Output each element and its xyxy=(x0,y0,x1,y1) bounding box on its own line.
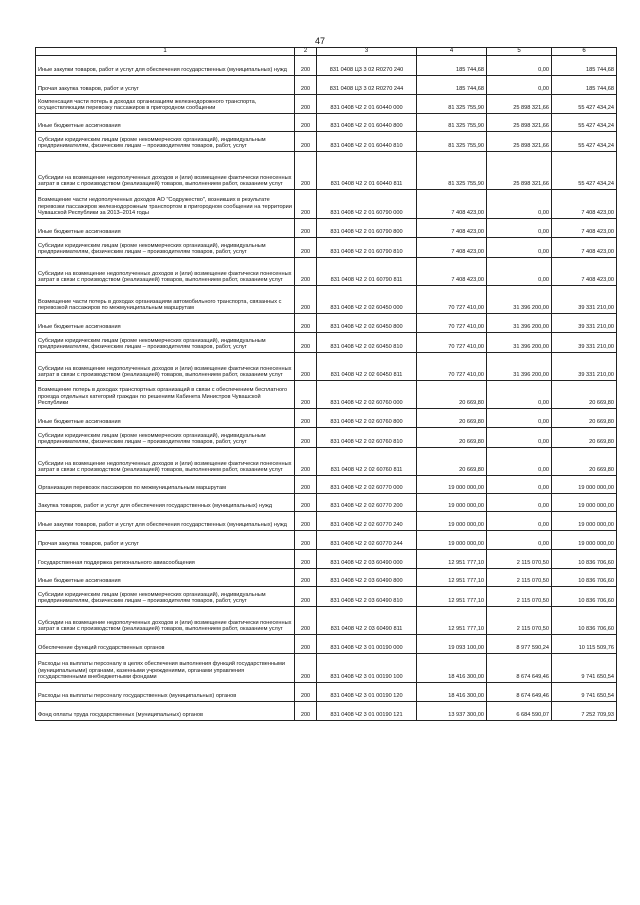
cell-class: 831 0408 Ч2 2 01 60440 000 xyxy=(317,95,417,114)
cell-name: Компенсация части потерь в доходах организациям железнодорожного транспорта, осуществляющим перевозку пассажиров в пригородном сообщении xyxy=(36,95,295,114)
cell-code: 200 xyxy=(295,219,317,238)
cell-approved: 7 408 423,00 xyxy=(417,238,487,258)
cell-remaining: 7 408 423,00 xyxy=(552,238,617,258)
cell-remaining: 20 669,80 xyxy=(552,409,617,428)
cell-approved: 20 669,80 xyxy=(417,428,487,448)
cell-class: 831 0408 Ч2 2 03 60490 000 xyxy=(317,550,417,569)
cell-approved: 7 408 423,00 xyxy=(417,258,487,286)
cell-remaining: 20 669,80 xyxy=(552,428,617,448)
cell-remaining: 20 669,80 xyxy=(552,381,617,409)
cell-code: 200 xyxy=(295,132,317,152)
cell-code: 200 xyxy=(295,314,317,333)
cell-class: 831 0408 Ч2 2 03 60490 810 xyxy=(317,587,417,607)
cell-approved: 19 000 000,00 xyxy=(417,531,487,550)
cell-executed: 0,00 xyxy=(487,476,552,494)
cell-executed: 31 396 200,00 xyxy=(487,353,552,381)
cell-class: 831 0408 Ч2 3 01 00190 100 xyxy=(317,654,417,683)
table-row xyxy=(36,190,617,219)
cell-approved: 19 093 100,00 xyxy=(417,635,487,654)
cell-approved: 12 951 777,10 xyxy=(417,550,487,569)
cell-approved: 70 727 410,00 xyxy=(417,314,487,333)
table-row xyxy=(36,683,617,702)
cell-executed: 0,00 xyxy=(487,448,552,476)
table-row xyxy=(36,654,617,683)
cell-code: 200 xyxy=(295,95,317,114)
cell-remaining: 19 000 000,00 xyxy=(552,476,617,494)
header-cell-executed: 5 xyxy=(487,48,552,56)
cell-executed: 2 115 070,50 xyxy=(487,550,552,569)
cell-name: Субсидии юридическим лицам (кроме некоммерческих организаций), индивидуальным предпринимателям, физическим лицам – производителям товаров, работ, услуг xyxy=(36,132,295,152)
page-number: 47 xyxy=(314,36,325,46)
header-cell-remaining: 6 xyxy=(552,48,617,56)
cell-code: 200 xyxy=(295,428,317,448)
cell-class: 831 0408 Ч2 2 02 60770 200 xyxy=(317,494,417,512)
table-row xyxy=(36,587,617,607)
cell-executed: 25 898 321,66 xyxy=(487,95,552,114)
table-row xyxy=(36,219,617,238)
cell-remaining: 19 000 000,00 xyxy=(552,494,617,512)
cell-name: Субсидии на возмещение недополученных доходов и (или) возмещение фактически понесенных затрат в связи с производством (реализацией) товаров, выполнением работ, оказанием услуг xyxy=(36,353,295,381)
cell-name: Субсидии юридическим лицам (кроме некоммерческих организаций), индивидуальным предпринимателям, физическим лицам – производителям товаров, работ, услуг xyxy=(36,428,295,448)
cell-code: 200 xyxy=(295,531,317,550)
cell-code: 200 xyxy=(295,333,317,353)
cell-executed: 8 977 590,24 xyxy=(487,635,552,654)
table-row xyxy=(36,607,617,635)
table-row xyxy=(36,238,617,258)
cell-class: 831 0408 Ц3 3 02 R0270 244 xyxy=(317,76,417,95)
cell-executed: 0,00 xyxy=(487,190,552,219)
cell-remaining: 39 331 210,00 xyxy=(552,314,617,333)
table-body xyxy=(36,56,617,721)
cell-remaining: 55 427 434,24 xyxy=(552,152,617,190)
header-cell-class: 3 xyxy=(317,48,417,56)
header-cell-name: 1 xyxy=(36,48,295,56)
cell-remaining: 19 000 000,00 xyxy=(552,512,617,531)
cell-executed: 25 898 321,66 xyxy=(487,152,552,190)
cell-executed: 2 115 070,50 xyxy=(487,607,552,635)
header-cell-code: 2 xyxy=(295,48,317,56)
cell-approved: 7 408 423,00 xyxy=(417,219,487,238)
table-row xyxy=(36,448,617,476)
cell-code: 200 xyxy=(295,152,317,190)
cell-approved: 70 727 410,00 xyxy=(417,353,487,381)
cell-executed: 0,00 xyxy=(487,531,552,550)
cell-executed: 0,00 xyxy=(487,219,552,238)
table-row xyxy=(36,428,617,448)
table-row xyxy=(36,494,617,512)
table-row xyxy=(36,56,617,76)
cell-code: 200 xyxy=(295,114,317,132)
cell-code: 200 xyxy=(295,607,317,635)
cell-class: 831 0408 Ч2 2 02 60450 800 xyxy=(317,314,417,333)
cell-executed: 31 396 200,00 xyxy=(487,286,552,314)
cell-name: Расходы на выплаты персоналу государственных (муниципальных) органов xyxy=(36,683,295,702)
cell-executed: 0,00 xyxy=(487,428,552,448)
header-row xyxy=(36,48,617,56)
cell-class: 831 0408 Ч2 3 01 00190 121 xyxy=(317,702,417,721)
cell-code: 200 xyxy=(295,190,317,219)
cell-class: 831 0408 Ч2 2 01 60440 800 xyxy=(317,114,417,132)
cell-name: Иные закупки товаров, работ и услуг для обеспечения государственных (муниципальных) нужд xyxy=(36,512,295,531)
table-row xyxy=(36,381,617,409)
table-row xyxy=(36,409,617,428)
cell-approved: 12 951 777,10 xyxy=(417,569,487,587)
cell-name: Иные бюджетные ассигнования xyxy=(36,114,295,132)
cell-approved: 19 000 000,00 xyxy=(417,512,487,531)
cell-remaining: 19 000 000,00 xyxy=(552,531,617,550)
cell-remaining: 185 744,68 xyxy=(552,56,617,76)
cell-approved: 19 000 000,00 xyxy=(417,476,487,494)
table-row xyxy=(36,314,617,333)
cell-approved: 19 000 000,00 xyxy=(417,494,487,512)
cell-code: 200 xyxy=(295,76,317,95)
table-row xyxy=(36,286,617,314)
cell-executed: 0,00 xyxy=(487,381,552,409)
cell-executed: 6 684 590,07 xyxy=(487,702,552,721)
table-row xyxy=(36,333,617,353)
cell-approved: 81 325 755,90 xyxy=(417,152,487,190)
cell-executed: 0,00 xyxy=(487,258,552,286)
cell-code: 200 xyxy=(295,683,317,702)
cell-approved: 70 727 410,00 xyxy=(417,333,487,353)
cell-code: 200 xyxy=(295,286,317,314)
cell-class: 831 0408 Ч2 2 01 60790 800 xyxy=(317,219,417,238)
cell-class: 831 0408 Ч2 2 02 60760 000 xyxy=(317,381,417,409)
cell-approved: 12 951 777,10 xyxy=(417,587,487,607)
cell-remaining: 55 427 434,24 xyxy=(552,95,617,114)
cell-code: 200 xyxy=(295,56,317,76)
table-row xyxy=(36,76,617,95)
cell-name: Возмещение потерь в доходах транспортных организаций в связи с обеспечением бесплатного проезда отдельных категорий граждан по решениям Кабинета Министров Чувашской Республики xyxy=(36,381,295,409)
cell-code: 200 xyxy=(295,258,317,286)
cell-approved: 18 416 300,00 xyxy=(417,654,487,683)
cell-name: Иные закупки товаров, работ и услуг для обеспечения государственных (муниципальных) нужд xyxy=(36,56,295,76)
cell-remaining: 10 115 509,76 xyxy=(552,635,617,654)
cell-remaining: 7 408 423,00 xyxy=(552,190,617,219)
cell-code: 200 xyxy=(295,569,317,587)
cell-class: 831 0408 Ч2 2 02 60770 000 xyxy=(317,476,417,494)
cell-name: Субсидии на возмещение недополученных доходов и (или) возмещение фактически понесенных затрат в связи с производством (реализацией) товаров, выполнением работ, оказанием услуг xyxy=(36,258,295,286)
cell-class: 831 0408 Ч2 2 02 60760 800 xyxy=(317,409,417,428)
cell-name: Фонд оплаты труда государственных (муниципальных) органов xyxy=(36,702,295,721)
cell-executed: 31 396 200,00 xyxy=(487,314,552,333)
cell-remaining: 10 836 706,60 xyxy=(552,550,617,569)
cell-remaining: 10 836 706,60 xyxy=(552,587,617,607)
cell-code: 200 xyxy=(295,353,317,381)
cell-approved: 13 937 300,00 xyxy=(417,702,487,721)
table-row xyxy=(36,114,617,132)
cell-remaining: 39 331 210,00 xyxy=(552,286,617,314)
cell-class: 831 0408 Ч2 2 02 60760 811 xyxy=(317,448,417,476)
cell-code: 200 xyxy=(295,702,317,721)
cell-approved: 20 669,80 xyxy=(417,381,487,409)
cell-approved: 7 408 423,00 xyxy=(417,190,487,219)
cell-class: 831 0408 Ч2 2 02 60760 810 xyxy=(317,428,417,448)
cell-remaining: 9 741 650,54 xyxy=(552,654,617,683)
cell-remaining: 20 669,80 xyxy=(552,448,617,476)
cell-code: 200 xyxy=(295,238,317,258)
cell-remaining: 9 741 650,54 xyxy=(552,683,617,702)
cell-name: Иные бюджетные ассигнования xyxy=(36,219,295,238)
cell-executed: 2 115 070,50 xyxy=(487,569,552,587)
table-row xyxy=(36,353,617,381)
cell-class: 831 0408 Ч2 2 03 60490 811 xyxy=(317,607,417,635)
cell-remaining: 55 427 434,24 xyxy=(552,132,617,152)
cell-executed: 0,00 xyxy=(487,494,552,512)
cell-name: Субсидии юридическим лицам (кроме некоммерческих организаций), индивидуальным предпринимателям, физическим лицам – производителям товаров, работ, услуг xyxy=(36,587,295,607)
table-row xyxy=(36,702,617,721)
cell-class: 831 0408 Ч2 2 02 60770 240 xyxy=(317,512,417,531)
cell-approved: 81 325 755,90 xyxy=(417,114,487,132)
cell-executed: 0,00 xyxy=(487,238,552,258)
cell-name: Обеспечение функций государственных органов xyxy=(36,635,295,654)
cell-remaining: 7 252 709,93 xyxy=(552,702,617,721)
cell-code: 200 xyxy=(295,409,317,428)
cell-remaining: 185 744,68 xyxy=(552,76,617,95)
cell-name: Иные бюджетные ассигнования xyxy=(36,314,295,333)
cell-code: 200 xyxy=(295,635,317,654)
cell-remaining: 39 331 210,00 xyxy=(552,333,617,353)
cell-approved: 18 416 300,00 xyxy=(417,683,487,702)
cell-code: 200 xyxy=(295,476,317,494)
table-row xyxy=(36,569,617,587)
cell-executed: 31 396 200,00 xyxy=(487,333,552,353)
table-header xyxy=(36,48,617,56)
cell-class: 831 0408 Ч2 2 02 60450 811 xyxy=(317,353,417,381)
cell-class: 831 0408 Ц3 3 02 R0270 240 xyxy=(317,56,417,76)
cell-approved: 12 951 777,10 xyxy=(417,607,487,635)
cell-approved: 20 669,80 xyxy=(417,448,487,476)
cell-class: 831 0408 Ч2 2 02 60770 244 xyxy=(317,531,417,550)
cell-name: Субсидии юридическим лицам (кроме некоммерческих организаций), индивидуальным предпринимателям, физическим лицам – производителям товаров, работ, услуг xyxy=(36,238,295,258)
cell-executed: 25 898 321,66 xyxy=(487,132,552,152)
cell-remaining: 7 408 423,00 xyxy=(552,258,617,286)
cell-code: 200 xyxy=(295,587,317,607)
cell-class: 831 0408 Ч2 2 01 60790 810 xyxy=(317,238,417,258)
cell-name: Государственная поддержка регионального авиасообщения xyxy=(36,550,295,569)
cell-executed: 8 674 649,46 xyxy=(487,654,552,683)
cell-remaining: 39 331 210,00 xyxy=(552,353,617,381)
table-row xyxy=(36,258,617,286)
cell-approved: 185 744,68 xyxy=(417,56,487,76)
cell-executed: 0,00 xyxy=(487,512,552,531)
cell-code: 200 xyxy=(295,494,317,512)
cell-name: Прочая закупка товаров, работ и услуг xyxy=(36,531,295,550)
cell-code: 200 xyxy=(295,550,317,569)
cell-name: Субсидии юридическим лицам (кроме некоммерческих организаций), индивидуальным предпринимателям, физическим лицам – производителям товаров, работ, услуг xyxy=(36,333,295,353)
cell-code: 200 xyxy=(295,448,317,476)
cell-executed: 0,00 xyxy=(487,56,552,76)
cell-executed: 0,00 xyxy=(487,409,552,428)
cell-name: Закупка товаров, работ и услуг для обеспечения государственных (муниципальных) нужд xyxy=(36,494,295,512)
cell-approved: 81 325 755,90 xyxy=(417,132,487,152)
cell-name: Иные бюджетные ассигнования xyxy=(36,569,295,587)
cell-name: Возмещение части недополученных доходов АО "Содружество", возникших в результате перевозки пассажиров железнодорожным транспортом в пригородном сообщении на территории Чувашской Республики за 2013–2014 годы xyxy=(36,190,295,219)
cell-class: 831 0408 Ч2 2 01 60440 811 xyxy=(317,152,417,190)
cell-executed: 2 115 070,50 xyxy=(487,587,552,607)
cell-executed: 0,00 xyxy=(487,76,552,95)
table-row xyxy=(36,512,617,531)
cell-executed: 25 898 321,66 xyxy=(487,114,552,132)
table-row xyxy=(36,550,617,569)
cell-approved: 185 744,68 xyxy=(417,76,487,95)
cell-class: 831 0408 Ч2 3 01 00190 000 xyxy=(317,635,417,654)
cell-class: 831 0408 Ч2 2 03 60490 800 xyxy=(317,569,417,587)
cell-code: 200 xyxy=(295,512,317,531)
cell-name: Возмещение части потерь в доходах организациям автомобильного транспорта, связанных с перевозкой пассажиров по межмуниципальным маршрутам xyxy=(36,286,295,314)
cell-class: 831 0408 Ч2 3 01 00190 120 xyxy=(317,683,417,702)
cell-approved: 20 669,80 xyxy=(417,409,487,428)
cell-name: Субсидии на возмещение недополученных доходов и (или) возмещение фактически понесенных затрат в связи с производством (реализацией) товаров, выполнением работ, оказанием услуг xyxy=(36,607,295,635)
table-row xyxy=(36,95,617,114)
cell-remaining: 55 427 434,24 xyxy=(552,114,617,132)
cell-name: Прочая закупка товаров, работ и услуг xyxy=(36,76,295,95)
budget-table xyxy=(35,47,617,721)
cell-remaining: 7 408 423,00 xyxy=(552,219,617,238)
cell-code: 200 xyxy=(295,654,317,683)
table-row xyxy=(36,132,617,152)
cell-class: 831 0408 Ч2 2 01 60440 810 xyxy=(317,132,417,152)
cell-class: 831 0408 Ч2 2 01 60790 000 xyxy=(317,190,417,219)
cell-approved: 81 325 755,90 xyxy=(417,95,487,114)
cell-name: Иные бюджетные ассигнования xyxy=(36,409,295,428)
cell-remaining: 10 836 706,60 xyxy=(552,607,617,635)
cell-name: Субсидии на возмещение недополученных доходов и (или) возмещение фактически понесенных затрат в связи с производством (реализацией) товаров, выполнением работ, оказанием услуг xyxy=(36,448,295,476)
table-row xyxy=(36,531,617,550)
cell-approved: 70 727 410,00 xyxy=(417,286,487,314)
cell-name: Субсидии на возмещение недополученных доходов и (или) возмещение фактически понесенных затрат в связи с производством (реализацией) товаров, выполнением работ, оказанием услуг xyxy=(36,152,295,190)
cell-name: Организация перевозок пассажиров по межмуниципальным маршрутам xyxy=(36,476,295,494)
cell-executed: 8 674 649,46 xyxy=(487,683,552,702)
cell-class: 831 0408 Ч2 2 02 60450 000 xyxy=(317,286,417,314)
table-row xyxy=(36,476,617,494)
cell-code: 200 xyxy=(295,381,317,409)
table-row xyxy=(36,635,617,654)
header-cell-approved: 4 xyxy=(417,48,487,56)
cell-class: 831 0408 Ч2 2 01 60790 811 xyxy=(317,258,417,286)
cell-class: 831 0408 Ч2 2 02 60450 810 xyxy=(317,333,417,353)
cell-remaining: 10 836 706,60 xyxy=(552,569,617,587)
table-row xyxy=(36,152,617,190)
cell-name: Расходы на выплаты персоналу в целях обеспечения выполнения функций государственными (муниципальными) органами, казенными учреждениями, органами управления государственными внебюджетными фондами xyxy=(36,654,295,683)
